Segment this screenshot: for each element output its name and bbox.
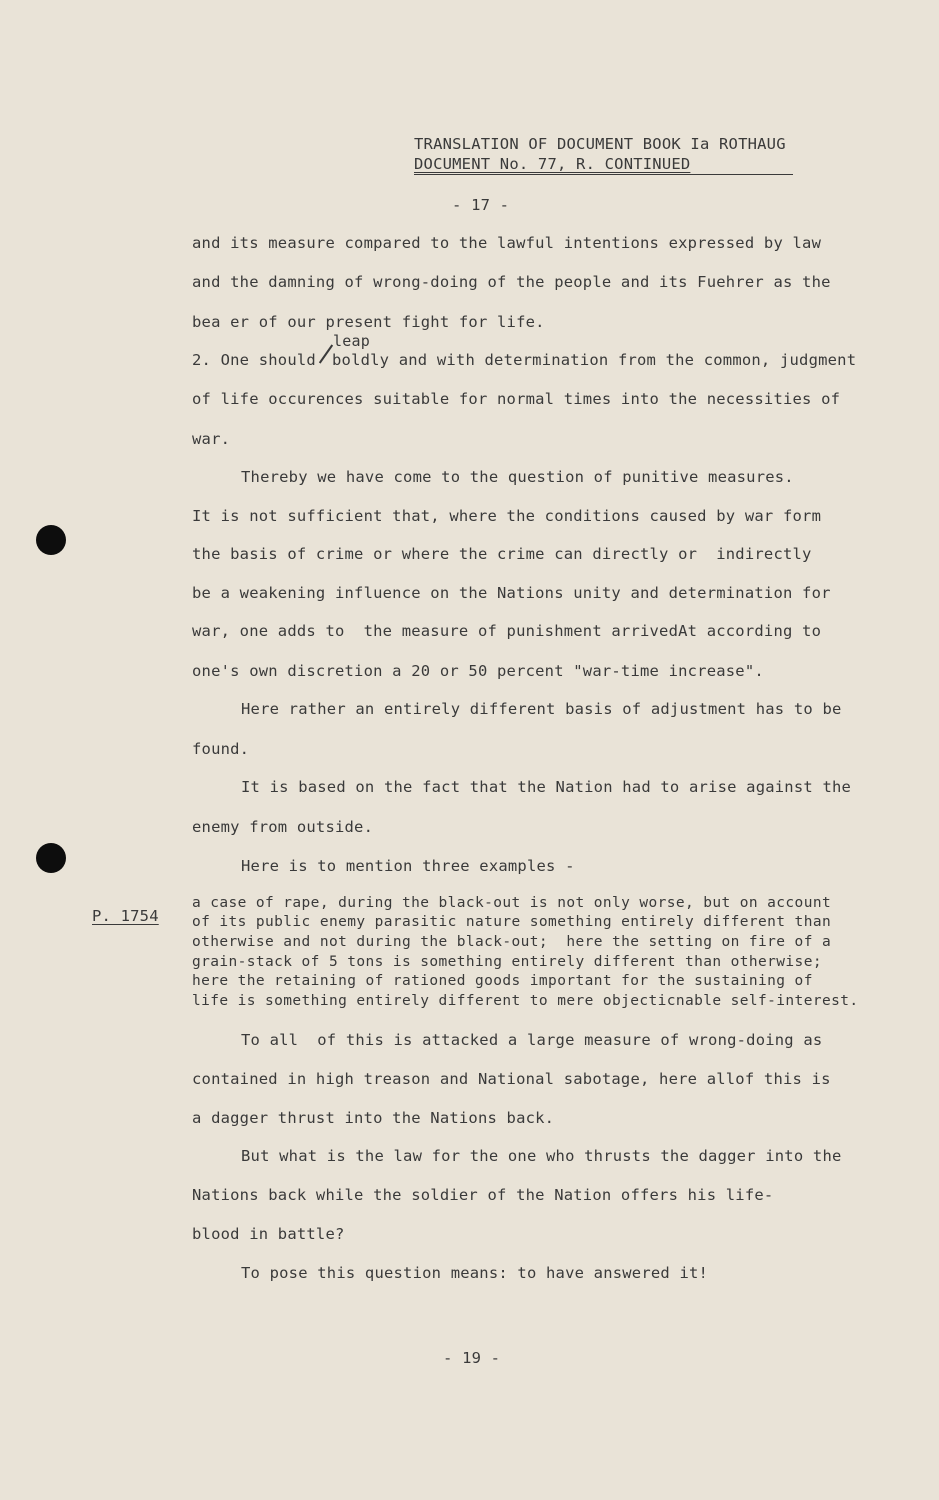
quoted-line: a case of rape, during the black-out is not only worse, but on account [192,895,832,911]
text-line: It is based on the fact that the Nation had to arise against the [241,778,852,796]
text-line: blood in battle? [192,1225,345,1243]
text-line: enemy from outside. [192,818,374,836]
text-line: be a weakening influence on the Nations unity and determination for [192,584,831,602]
margin-note: P. 1754 [92,907,159,925]
text-line: bea er of our present fight for life. [192,313,545,331]
text-line: one's own discretion a 20 or 50 percent "war-time increase". [192,662,764,680]
quoted-line: grain-stack of 5 tons is something entirely different than otherwise; [192,954,822,970]
text-line: But what is the law for the one who thrusts the dagger into the [241,1147,842,1165]
quoted-line: of its public enemy parasitic nature something entirely different than [192,914,832,930]
text-line: contained in high treason and National sabotage, here allof this is [192,1070,831,1088]
text-line: Thereby we have come to the question of punitive measures. [241,468,794,486]
header-line-1: TRANSLATION OF DOCUMENT BOOK Ia ROTHAUG [414,135,786,153]
page-number-bottom: - 19 - [443,1349,501,1367]
quoted-line: otherwise and not during the black-out; here the setting on fire of a [192,934,832,950]
handwritten-insertion: leap [333,332,370,350]
text-line: and the damning of wrong-doing of the people and its Fuehrer as the [192,273,831,291]
text-line: To pose this question means: to have answered it! [241,1264,709,1282]
text-line: 2. One should [192,351,316,369]
punch-hole [36,525,66,555]
text-line: Nations back while the soldier of the Nation offers his life- [192,1186,774,1204]
text-line: Here is to mention three examples - [241,857,575,875]
quoted-line: life is something entirely different to mere objecticnable self-interest. [192,993,859,1009]
text-line: war, one adds to the measure of punishment arrivedAt according to [192,622,822,640]
text-line: of life occurences suitable for normal times into the necessities of [192,390,841,408]
text-line: Here rather an entirely different basis of adjustment has to be [241,700,842,718]
text-line: the basis of crime or where the crime can directly or indirectly [192,545,812,563]
insertion-mark [319,344,333,363]
header-underline [414,174,793,175]
text-line: war. [192,430,231,448]
text-line: It is not sufficient that, where the conditions caused by war form [192,507,822,525]
quoted-line: here the retaining of rationed goods important for the sustaining of [192,973,813,989]
text-line: and its measure compared to the lawful intentions expressed by law [192,234,822,252]
header-line-2: DOCUMENT No. 77, R. CONTINUED [414,155,691,173]
punch-hole [36,843,66,873]
page-number-top: - 17 - [452,196,510,214]
text-line: found. [192,740,250,758]
text-line: To all of this is attacked a large measure of wrong-doing as [241,1031,823,1049]
text-line: a dagger thrust into the Nations back. [192,1109,555,1127]
text-line: boldly and with determination from the common, judgment [332,351,857,369]
